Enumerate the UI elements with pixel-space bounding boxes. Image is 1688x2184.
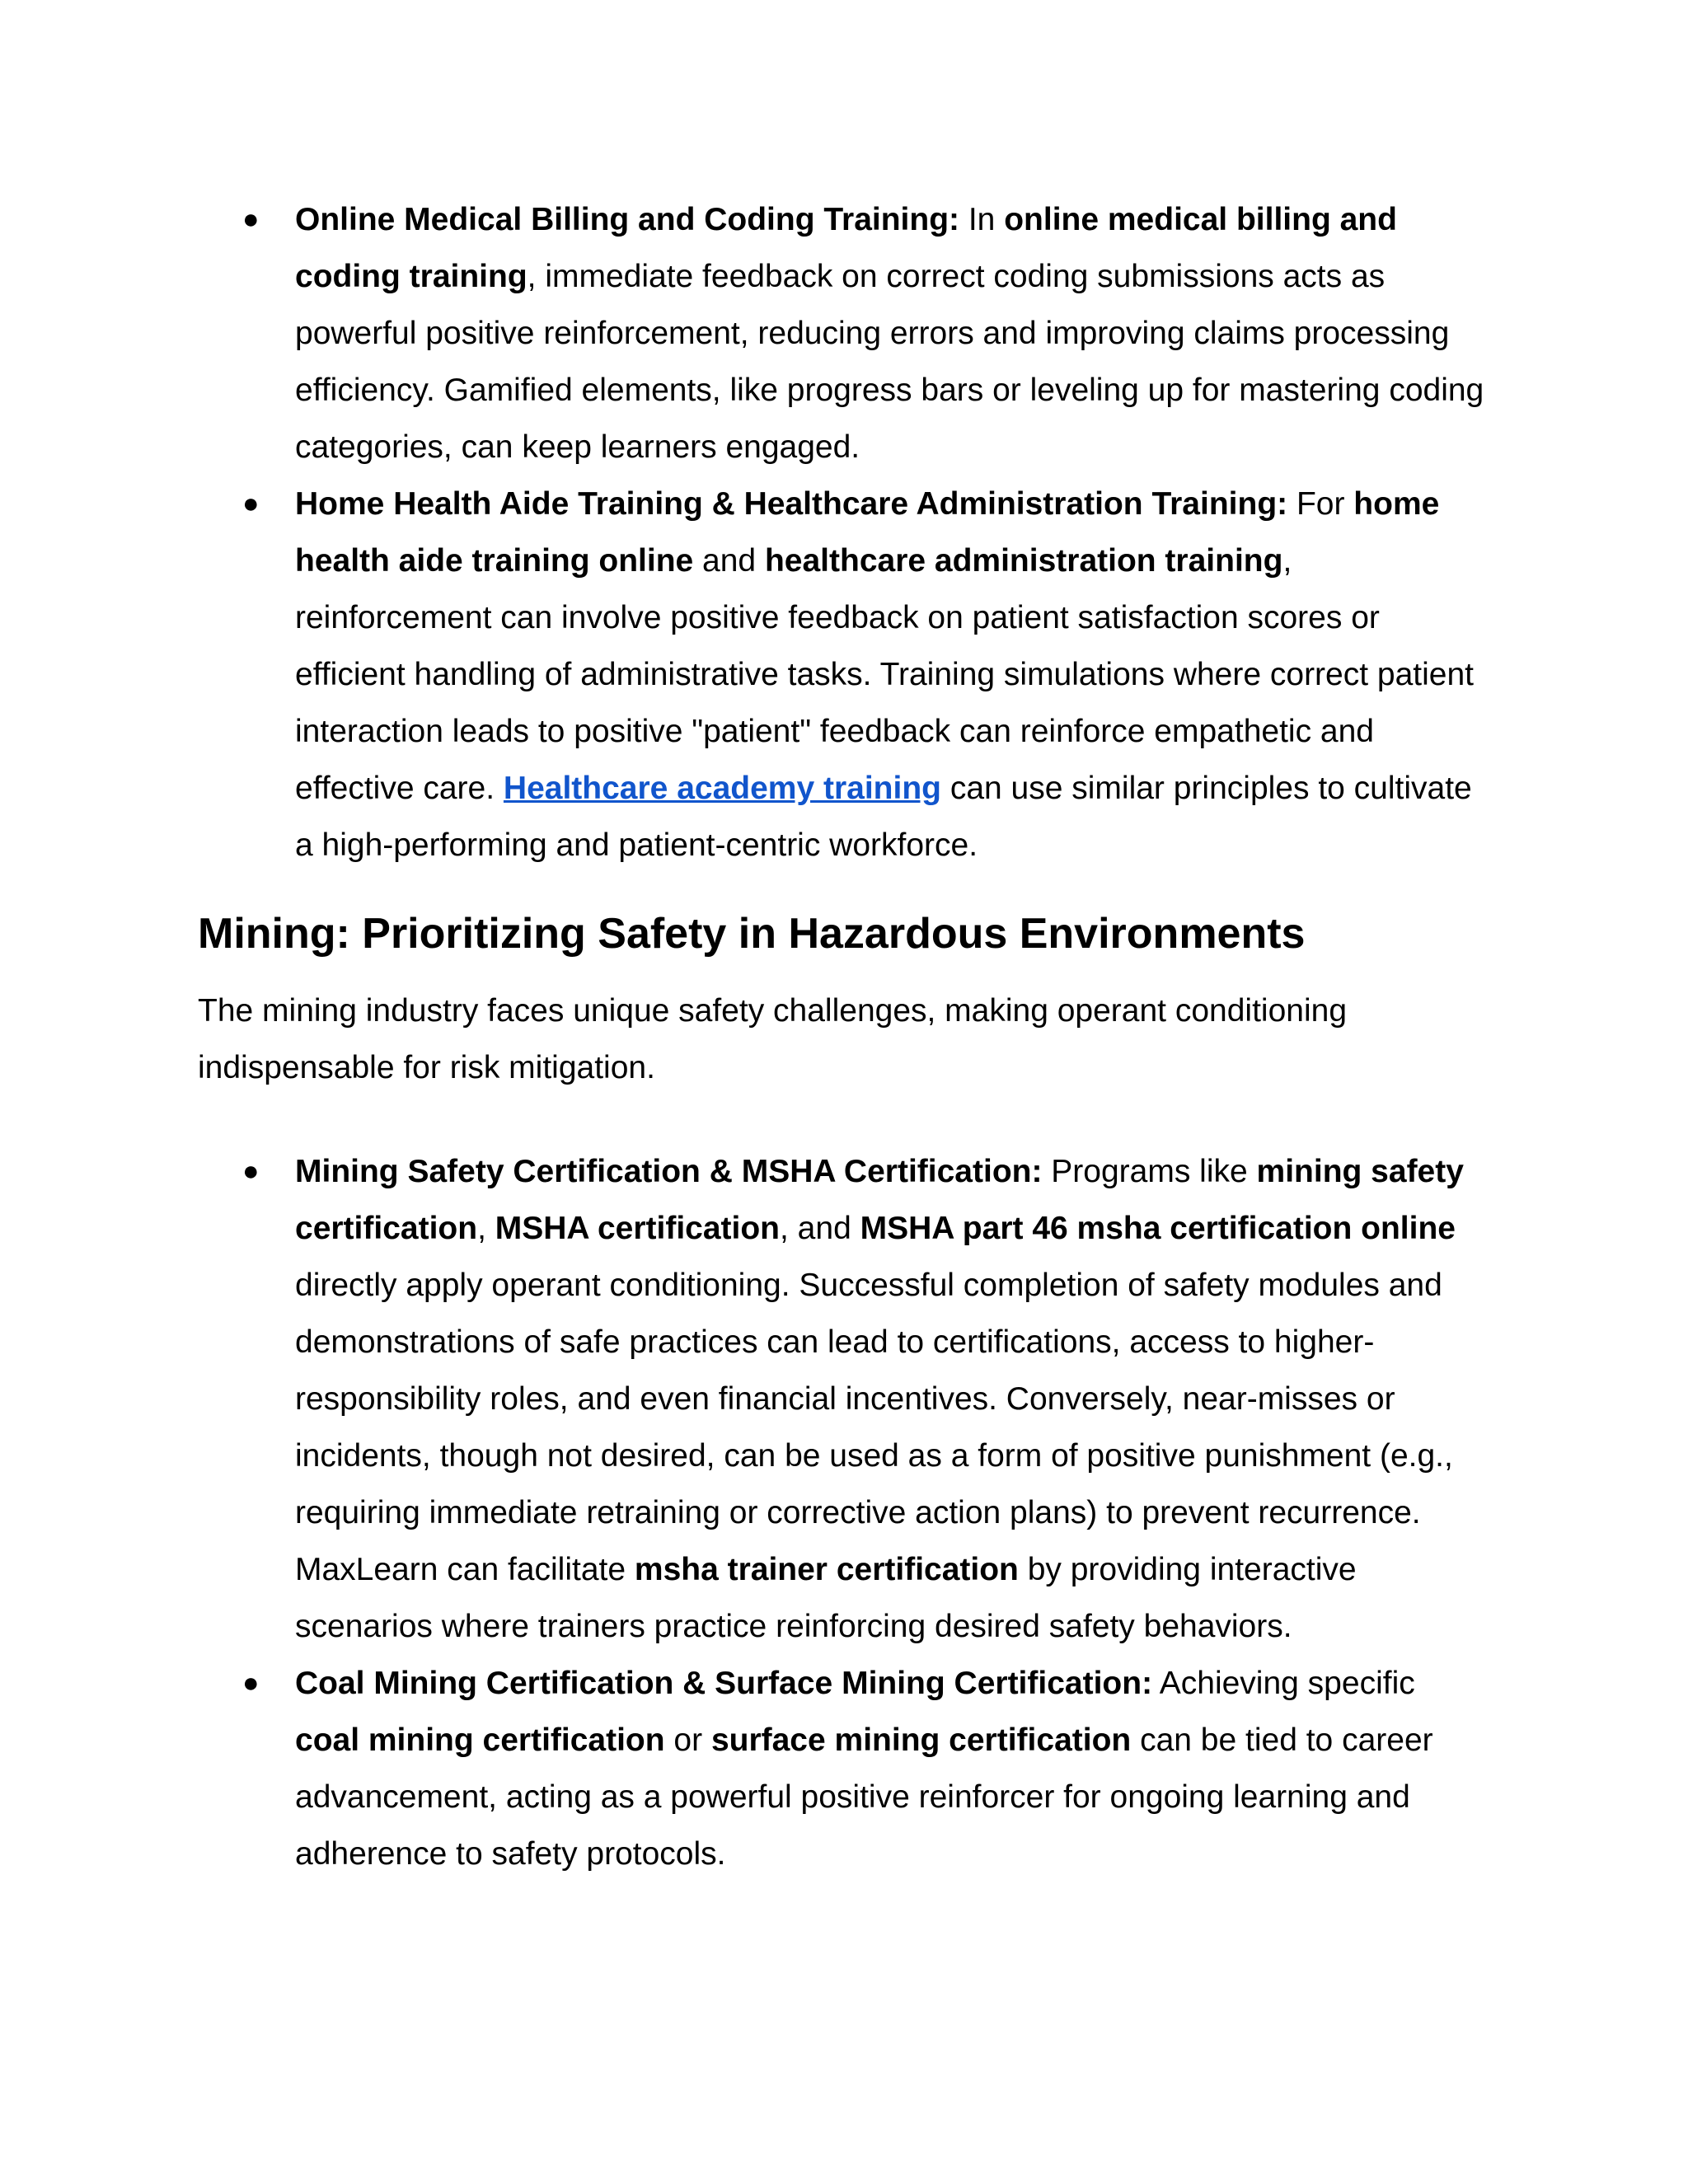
item-text: , and bbox=[780, 1211, 860, 1246]
bullet-icon: ● bbox=[242, 488, 260, 519]
item-lead: Mining Safety Certification & MSHA Certification: bbox=[295, 1154, 1043, 1189]
item-text: Programs like bbox=[1042, 1154, 1257, 1189]
list-item-msha-certification bbox=[242, 1143, 1486, 1655]
item-text: can be tied to career advancement, acting as a powerful positive reinforcer for ongoing learning and adherence to safety protocols. bbox=[295, 1722, 1433, 1872]
item-text: , reinforcement can involve positive feedback on patient satisfaction scores or efficient handling of administrative tasks. Training simulations where correct patient interaction leads to positive "patient" feedback can reinforce empathetic and effective care. bbox=[295, 543, 1474, 806]
healthcare-academy-link[interactable]: Healthcare academy training bbox=[503, 771, 941, 806]
item-text: In bbox=[959, 202, 1005, 237]
list-item-coal-mining-certification bbox=[242, 1655, 1486, 1882]
item-keyword: MSHA certification bbox=[495, 1211, 781, 1246]
item-text: and bbox=[693, 543, 765, 579]
list-item-home-health-aide bbox=[242, 476, 1486, 874]
item-text: or bbox=[664, 1722, 711, 1758]
item-keyword: coal mining certification bbox=[295, 1722, 665, 1758]
item-text: by providing interactive scenarios where trainers practice reinforcing desired safety behaviors. bbox=[295, 1552, 1357, 1644]
list-item-medical-billing bbox=[242, 191, 1486, 476]
item-keyword: online medical billing and coding training bbox=[295, 202, 1397, 294]
item-keyword: healthcare administration training bbox=[764, 543, 1283, 579]
item-lead: Home Health Aide Training & Healthcare Administration Training: bbox=[295, 486, 1288, 522]
item-text: For bbox=[1287, 486, 1354, 522]
item-text: directly apply operant conditioning. Successful completion of safety modules and demonstrations of safe practices can lead to certifications, access to higher-responsibility roles, and even financial incentives. Conversely, near-misses or incidents, though not desired, can be used as a form of positive punishment (e.g., requiring immediate retraining or corrective action plans) to prevent recurrence. MaxLearn can facilitate bbox=[295, 1268, 1453, 1587]
item-keyword: mining safety certification bbox=[295, 1154, 1464, 1246]
item-keyword: surface mining certification bbox=[710, 1722, 1132, 1758]
item-lead: Coal Mining Certification & Surface Mining Certification: bbox=[295, 1666, 1153, 1701]
item-text: , immediate feedback on correct coding submissions acts as powerful positive reinforcement, reducing errors and improving claims processing efficiency. Gamified elements, like progress bars or leveling up for mastering coding categories, can keep learners engaged. bbox=[295, 259, 1484, 465]
item-keyword: MSHA part 46 msha certification online bbox=[860, 1211, 1456, 1246]
mining-section-heading: Mining: Prioritizing Safety in Hazardous Environments bbox=[198, 910, 1306, 958]
item-lead: Online Medical Billing and Coding Training: bbox=[295, 202, 960, 237]
item-text: , bbox=[477, 1211, 495, 1246]
bullet-icon: ● bbox=[242, 204, 260, 235]
item-text: can use similar principles to cultivate a high-performing and patient-centric workforce. bbox=[295, 771, 1472, 863]
item-text: Achieving specific bbox=[1152, 1666, 1415, 1701]
bullet-icon: ● bbox=[242, 1667, 260, 1699]
healthcare-bullet-list bbox=[242, 191, 1486, 874]
mining-intro-paragraph: The mining industry faces unique safety challenges, making operant conditioning indispensable for risk mitigation. bbox=[198, 993, 1348, 1085]
item-keyword: msha trainer certification bbox=[634, 1552, 1019, 1587]
item-keyword: home health aide training online bbox=[295, 486, 1440, 579]
bullet-icon: ● bbox=[242, 1155, 260, 1187]
mining-bullet-list bbox=[242, 1143, 1486, 1882]
